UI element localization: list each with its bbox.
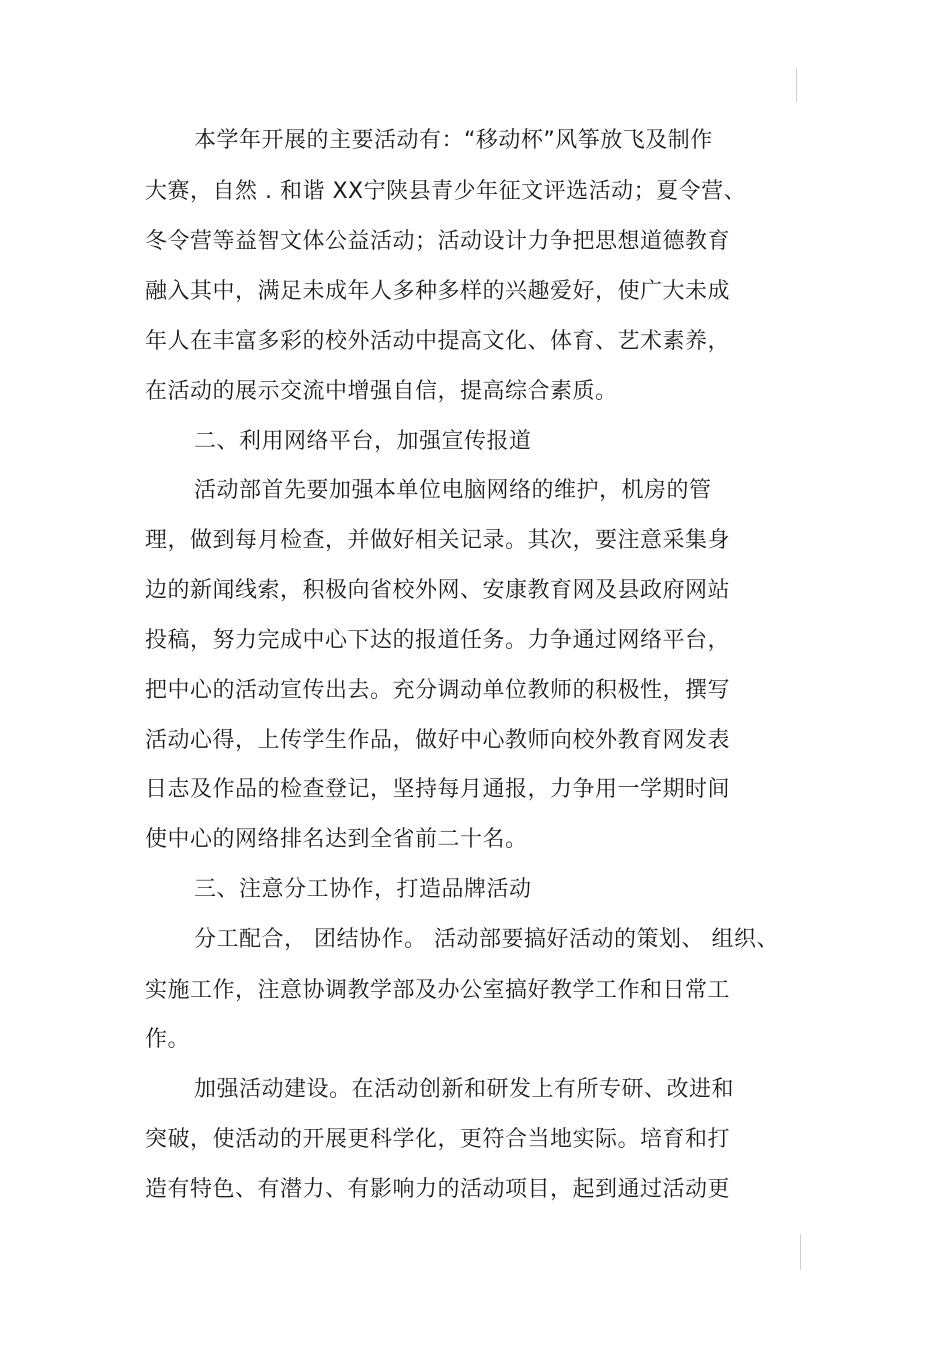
- text-line: 理，做到每月检查，并做好相关记录。其次，要注意采集身: [145, 528, 731, 553]
- text-line: 融入其中，满足未成年人多种多样的兴趣爱好，使广大未成: [145, 279, 731, 304]
- text-line: 活动部首先要加强本单位电脑网络的维护，机房的管: [194, 478, 712, 503]
- text-line: 把中心的活动宣传出去。充分调动单位教师的积极性，撰写: [145, 678, 731, 703]
- text-line: 大赛，自然 . 和谐 XX宁陕县青少年征文评选活动；夏令营、: [145, 179, 747, 204]
- text-line: 突破，使活动的开展更科学化，更符合当地实际。培育和打: [145, 1127, 731, 1152]
- text-line: 年人在丰富多彩的校外活动中提高文化、体育、艺术素养，: [145, 329, 731, 354]
- text-line: 加强活动建设。在活动创新和研发上有所专研、改进和: [194, 1077, 735, 1102]
- page-corner-mark-bottom: [800, 1234, 801, 1270]
- text-line: 实施工作，注意协调教学部及办公室搞好教学工作和日常工: [145, 978, 731, 1003]
- section-heading: 三、注意分工协作，打造品牌活动: [194, 877, 532, 902]
- text-line: 冬令营等益智文体公益活动；活动设计力争把思想道德教育: [145, 229, 731, 254]
- text-line: 投稿，努力完成中心下达的报道任务。力争通过网络平台，: [145, 628, 731, 653]
- section-heading: 二、利用网络平台，加强宣传报道: [194, 429, 532, 454]
- text-line: 使中心的网络排名达到全省前二十名。: [145, 827, 528, 852]
- text-line: 作。: [145, 1027, 191, 1052]
- text-line: 造有特色、有潜力、有影响力的活动项目，起到通过活动更: [145, 1177, 731, 1202]
- text-line: 在活动的展示交流中增强自信，提高综合素质。: [145, 379, 618, 404]
- text-line: 边的新闻线索，积极向省校外网、安康教育网及县政府网站: [145, 578, 731, 603]
- page-corner-mark-top: [796, 68, 797, 102]
- text-line: 本学年开展的主要活动有：“移动杯”风筝放飞及制作: [194, 128, 713, 153]
- text-line: 分工配合， 团结协作。 活动部要搞好活动的策划、 组织、: [194, 927, 779, 952]
- text-line: 活动心得，上传学生作品，做好中心教师向校外教育网发表: [145, 728, 731, 753]
- text-line: 日志及作品的检查登记，坚持每月通报，力争用一学期时间: [145, 777, 731, 802]
